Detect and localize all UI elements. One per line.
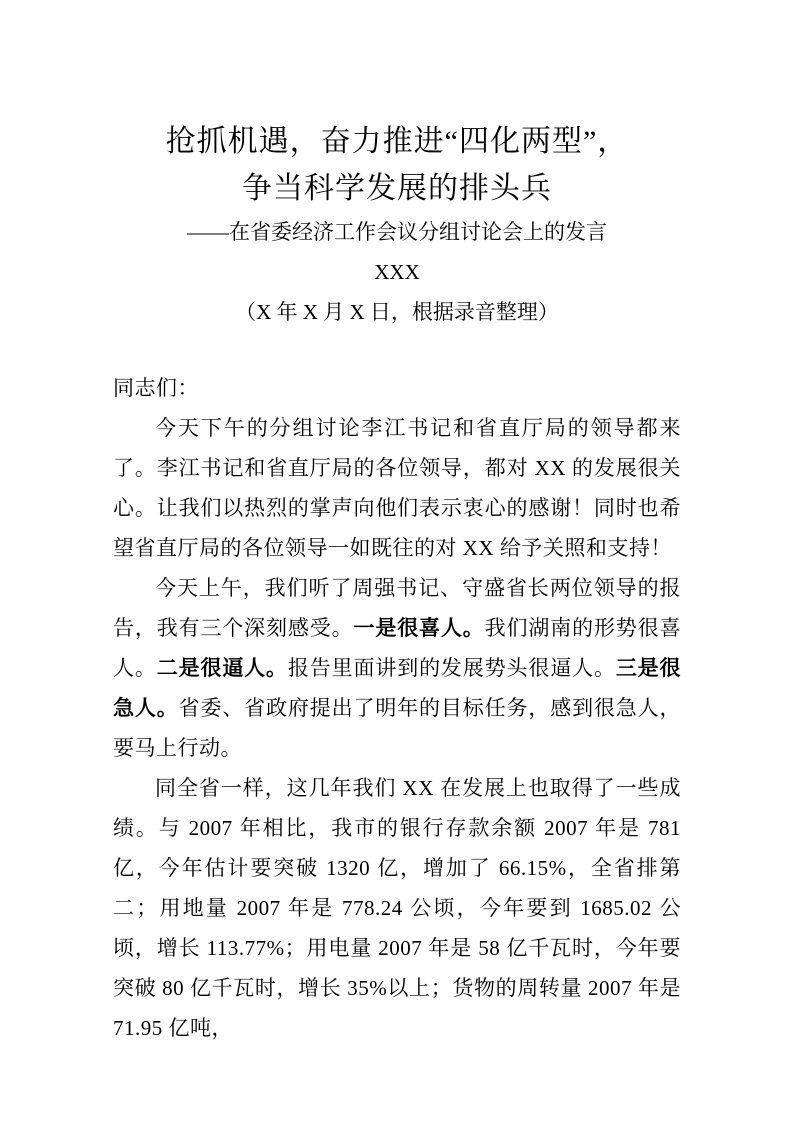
paragraph-2 [113,568,681,768]
paragraph-3: 同全省一样，这几年我们 XX 在发展上也取得了一些成绩。与 2007 年相比，我市的银行存款余额 2007 年是 781 亿，今年估计要突破 1320 亿，增加了 66.15%，全省排第二；用地量 2007 年是 778.24 公顷，今年要到 1685.02 公顷，增长 113.77%；用电量 2007 年是 58 亿千瓦时，今年要突破 80 亿千瓦时，增长 35%以上；货物的周转量 2007 年是 71.95 亿吨， [113,776,681,1040]
paragraph-2-text-2: 报告里面讲到的发展势头很逼人。 [287,656,616,680]
paragraph-1: 今天下午的分组讨论李江书记和省直厅局的领导都来了。李江书记和省直厅局的各位领导，都对 XX 的发展很关心。让我们以热烈的掌声向他们表示衷心的感谢！同时也希望省直厅局的各位领导一如既往的对 XX 给予关照和支持！ [113,416,681,560]
date-note: （X 年 X 月 X 日，根据录音整理） [235,300,559,324]
speaker-name: XXX [374,260,420,284]
salutation: 同志们： [113,376,199,400]
emphasis-point-2: 二是很逼人。 [156,656,288,680]
emphasis-point-3: 三是很急人。 [113,656,682,720]
title-line-1: 抢抓机遇，奋力推进“四化两型”， [165,125,629,158]
paragraph-2-intro: 今天上午，我们听了周强书记、守盛省长两位领导的报告，我有三个深刻感受。 [113,576,681,640]
paragraph-2-text-3: 省委、省政府提出了明年的目标任务，感到很急人，要马上行动。 [113,696,682,760]
title-line-2: 争当科学发展的排头兵 [242,172,552,205]
emphasis-point-1: 一是很喜人。 [353,616,485,640]
paragraph-2-text-1: 我们湖南的形势很喜人。 [113,616,682,680]
document-title [113,118,681,212]
document-body [113,368,681,1048]
document-subtitle: ——在省委经济工作会议分组讨论会上的发言 [187,220,607,244]
